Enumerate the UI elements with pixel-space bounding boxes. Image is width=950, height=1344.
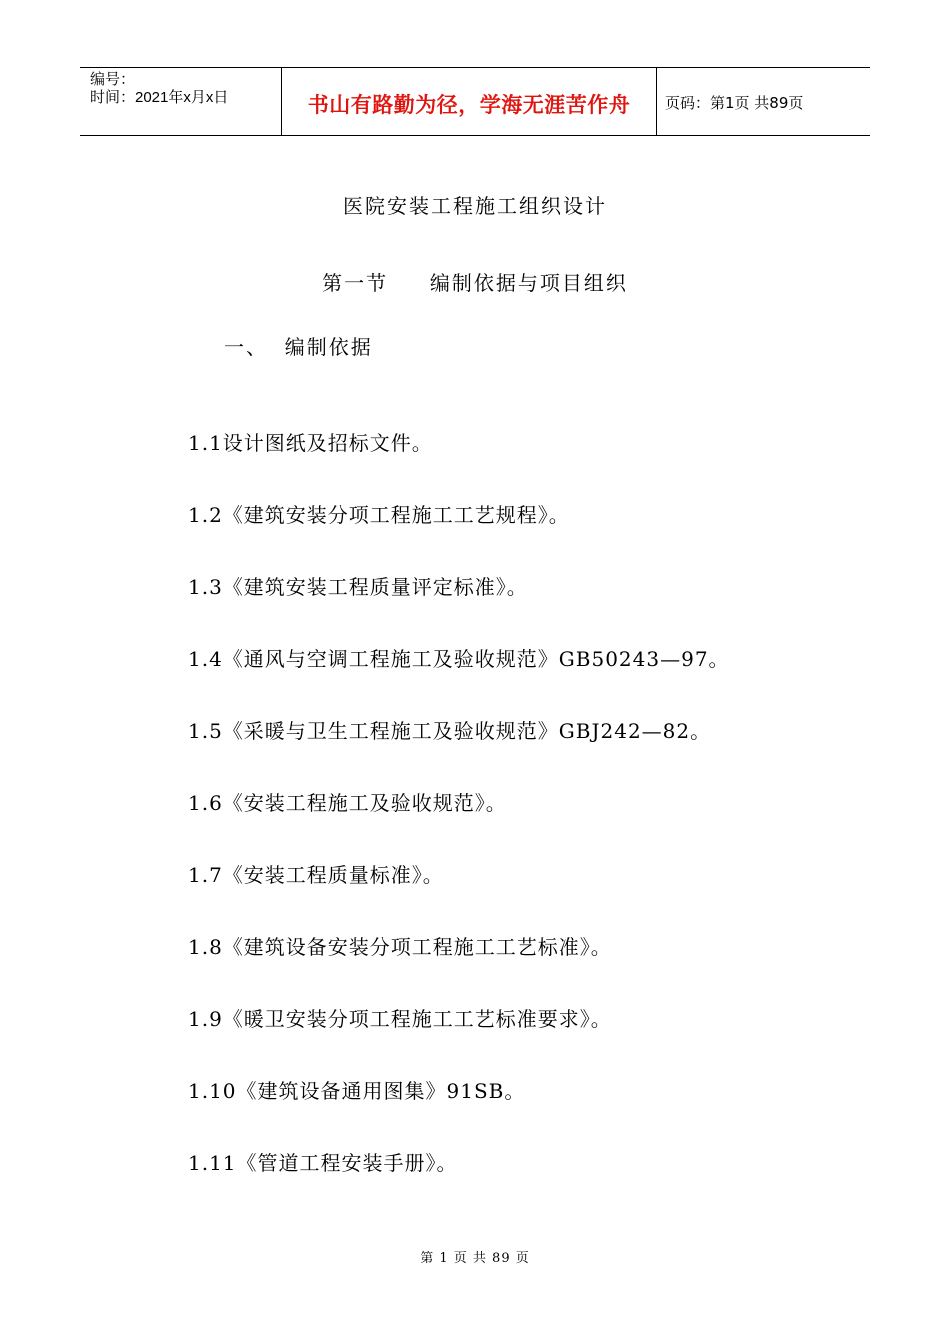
list-item: 1.1设计图纸及招标文件。 xyxy=(188,431,433,455)
list-item: 1.8《建筑设备安装分项工程施工工艺标准》。 xyxy=(188,935,612,959)
reference-list xyxy=(188,430,730,1222)
document-title: 医院安装工程施工组织设计 xyxy=(343,194,607,218)
page-header xyxy=(80,67,870,136)
list-item: 1.5《采暖与卫生工程施工及验收规范》GBJ242—82。 xyxy=(188,719,712,743)
list-item: 1.9《暖卫安装分项工程施工工艺标准要求》。 xyxy=(188,1007,612,1031)
header-page-cell xyxy=(657,68,870,135)
list-item: 1.6《安装工程施工及验收规范》。 xyxy=(188,791,507,815)
header-page-info: 页码：第1页 共89页 xyxy=(665,94,804,112)
document-number-label: 编号： xyxy=(90,71,136,88)
list-item: 1.7《安装工程质量标准》。 xyxy=(188,863,444,887)
page-footer: 第 1 页 共 89 页 xyxy=(420,1251,530,1266)
list-item: 1.4《通风与空调工程施工及验收规范》GB50243—97。 xyxy=(188,647,730,671)
list-item: 1.3《建筑安装工程质量评定标准》。 xyxy=(188,575,528,599)
list-item: 1.11《管道工程安装手册》。 xyxy=(188,1151,458,1175)
header-motto-cell xyxy=(282,68,657,135)
list-item: 1.2《建筑安装分项工程施工工艺规程》。 xyxy=(188,503,570,527)
header-meta-cell xyxy=(80,68,282,135)
section-title: 第一节 编制依据与项目组织 xyxy=(322,271,628,295)
sub-heading: 一、 编制依据 xyxy=(224,335,373,359)
header-motto: 书山有路勤为径，学海无涯苦作舟 xyxy=(307,93,631,117)
list-item: 1.10《建筑设备通用图集》91SB。 xyxy=(188,1079,526,1103)
document-time-label: 时间：2021年x月x日 xyxy=(90,89,229,106)
